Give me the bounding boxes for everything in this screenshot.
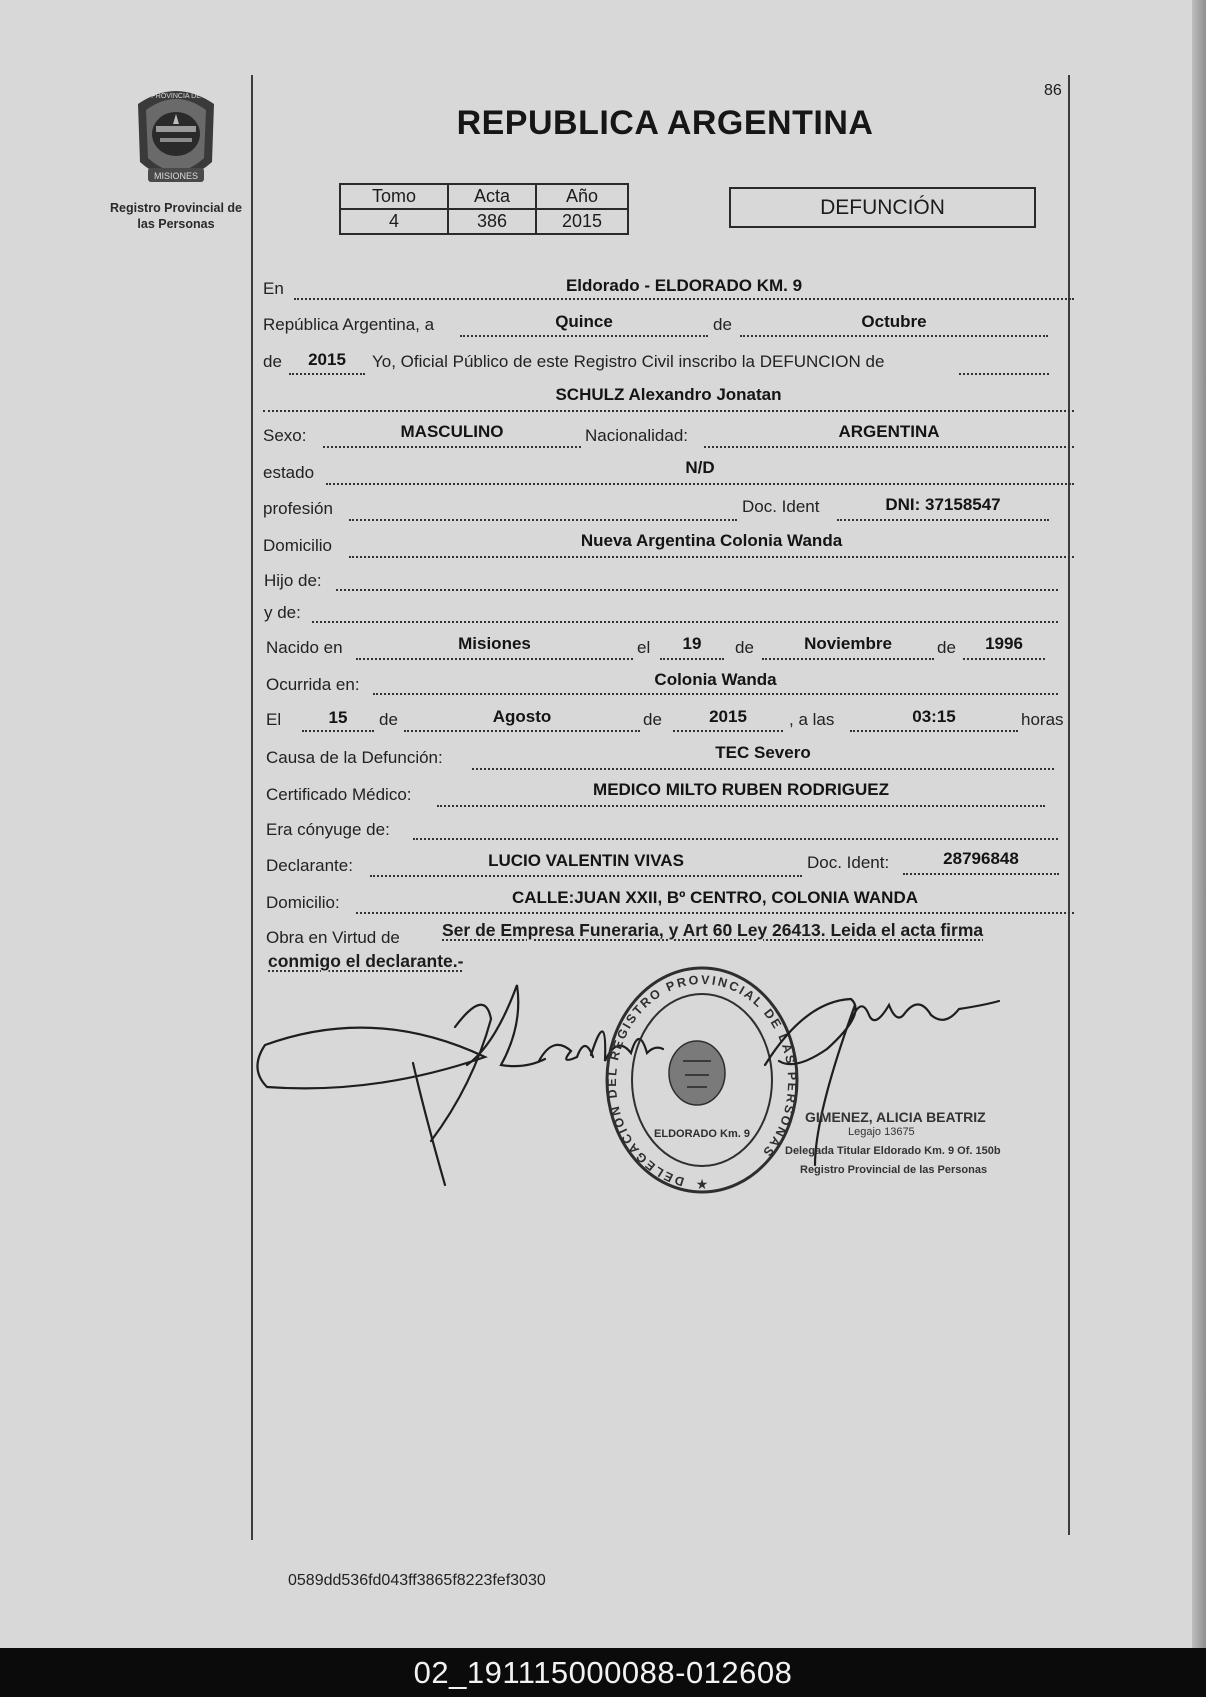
stamp-star-icon: ★ [695, 1177, 709, 1193]
label-obra: Obra en Virtud de [266, 928, 400, 947]
label-declarante: Declarante: [266, 856, 353, 875]
label-hijo-de: Hijo de: [264, 571, 322, 590]
label-de: de [643, 710, 662, 729]
field-declarante-doc: 28796848 [943, 849, 1019, 868]
scan-id-bar: 02_191115000088-012608 [0, 1648, 1206, 1697]
official-stamp [605, 968, 799, 1193]
dotted-line [302, 730, 374, 732]
field-certificado: MEDICO MILTO RUBEN RODRIGUEZ [593, 780, 889, 799]
value-acta: 386 [448, 209, 536, 234]
dotted-line [404, 730, 640, 732]
official-institution: Registro Provincial de las Personas [800, 1164, 988, 1176]
label-yo-statement: Yo, Oficial Público de este Registro Civil inscribo la DEFUNCION de [372, 352, 885, 371]
field-nacido-anio: 1996 [985, 634, 1023, 653]
field-declarante-domicilio: CALLE:JUAN XXII, Bº CENTRO, COLONIA WANDA [511, 888, 919, 907]
stamp-ring-text: DELEGACION DEL REGISTRO PROVINCIAL DE LAS PERSONAS [605, 972, 800, 1189]
misiones-coat-of-arms-logo [126, 84, 226, 188]
label-de: de [263, 352, 282, 371]
label-conyuge: Era cónyuge de: [266, 820, 390, 839]
dotted-line [437, 805, 1045, 807]
dotted-line [336, 589, 1058, 591]
dotted-line [294, 298, 1074, 300]
label-el: el [637, 638, 651, 657]
document-hash: 0589dd536fd043ff3865f8223fef3030 [288, 1572, 546, 1589]
label-causa: Causa de la Defunción: [266, 748, 443, 767]
dotted-line [472, 768, 1054, 770]
dotted-line [460, 335, 708, 337]
label-de: de [937, 638, 956, 657]
official-legajo: Legajo 13675 [848, 1126, 915, 1138]
dotted-line [762, 658, 934, 660]
field-declarante: LUCIO VALENTIN VIVAS [488, 851, 684, 870]
label-estado: estado [263, 463, 315, 482]
logo-top-text: PROVINCIA DE [151, 93, 201, 100]
official-signature [765, 999, 999, 1165]
label-profesion: profesión [263, 499, 333, 518]
registry-table-header-row [340, 184, 628, 209]
left-margin-line [251, 75, 253, 1540]
dotted-line [959, 373, 1049, 375]
field-obra-line-1: Ser de Empresa Funeraria, y Art 60 Ley 26413. Leida el acta firma [442, 920, 984, 940]
field-fallec-anio: 2015 [709, 707, 747, 726]
label-sexo: Sexo: [263, 426, 307, 445]
dotted-line [349, 519, 737, 521]
document-type-box: DEFUNCIÓN [729, 187, 1036, 228]
official-name: GIMENEZ, ALICIA BEATRIZ [805, 1109, 986, 1125]
dotted-line [413, 838, 1058, 840]
label-doc-ident-declarante: Doc. Ident: [807, 853, 890, 872]
dotted-line [326, 483, 1074, 485]
label-y-de: y de: [264, 603, 301, 622]
label-horas: horas [1021, 710, 1064, 729]
header-acta: Acta [448, 184, 536, 209]
field-anio-inscripcion: 2015 [308, 350, 346, 369]
label-domicilio-declarante: Domicilio: [266, 893, 340, 912]
page-title: REPUBLICA ARGENTINA [456, 104, 874, 142]
header-tomo: Tomo [340, 184, 448, 209]
label-nacionalidad: Nacionalidad: [585, 426, 689, 445]
official-position: Delegada Titular Eldorado Km. 9 Of. 150b [785, 1145, 1001, 1157]
page-number: 86 [1044, 82, 1062, 99]
label-en: En [263, 279, 284, 298]
label-de: de [713, 315, 732, 334]
field-lugar: Eldorado - ELDORADO KM. 9 [565, 276, 803, 295]
dotted-line [349, 556, 1074, 558]
dotted-line [704, 446, 1074, 448]
label-a-las: , a las [789, 710, 835, 729]
dotted-line [837, 519, 1049, 521]
field-nacionalidad: ARGENTINA [838, 422, 940, 441]
dotted-line [370, 875, 802, 877]
dotted-line [673, 730, 783, 732]
stamp-inner-text: ELDORADO Km. 9 [654, 1128, 750, 1140]
field-fallec-mes: Agosto [492, 707, 552, 726]
dotted-line [356, 658, 633, 660]
label-ocurrida-en: Ocurrida en: [266, 675, 360, 694]
field-domicilio: Nueva Argentina Colonia Wanda [580, 531, 843, 550]
label-republica: República Argentina, a [263, 315, 435, 334]
label-nacido-en: Nacido en [266, 638, 343, 657]
field-dia-letras: Quince [555, 312, 613, 331]
label-certificado: Certificado Médico: [266, 785, 412, 804]
label-de: de [379, 710, 398, 729]
registry-table [339, 183, 629, 235]
dotted-line [850, 730, 1018, 732]
page-edge-shadow [1192, 0, 1206, 1648]
label-el-fallecimiento: El [266, 710, 282, 729]
field-fallec-hora: 03:15 [912, 707, 956, 726]
field-ocurrida-en: Colonia Wanda [654, 670, 777, 689]
dotted-line [660, 658, 724, 660]
field-doc-ident: DNI: 37158547 [885, 495, 1001, 514]
value-anio: 2015 [536, 209, 628, 234]
dotted-line [903, 873, 1059, 875]
dotted-line [312, 621, 1058, 623]
label-de: de [735, 638, 754, 657]
field-estado: N/D [685, 458, 715, 477]
dotted-line [963, 658, 1045, 660]
value-tomo: 4 [340, 209, 448, 234]
dotted-line [263, 410, 1074, 412]
dotted-line [356, 912, 1074, 914]
registry-table-value-row [340, 209, 628, 234]
field-sexo: MASCULINO [400, 422, 504, 441]
field-nacido-mes: Noviembre [804, 634, 892, 653]
field-nombre: SCHULZ Alexandro Jonatan [555, 385, 782, 404]
dotted-line [373, 693, 1058, 695]
label-doc-ident: Doc. Ident [742, 497, 820, 516]
dotted-line [289, 373, 365, 375]
logo-bottom-text: MISIONES [153, 171, 199, 181]
field-nacido-en: Misiones [458, 634, 531, 653]
registry-caption-line-1: Registro Provincial de [110, 201, 242, 215]
label-domicilio: Domicilio [263, 536, 332, 555]
declarant-signature [257, 985, 663, 1185]
field-obra-line-2: conmigo el declarante.- [268, 951, 464, 971]
registry-caption-line-2: las Personas [137, 217, 215, 231]
header-anio: Año [536, 184, 628, 209]
dotted-line [740, 335, 1048, 337]
field-fallec-dia: 15 [328, 708, 348, 727]
field-causa: TEC Severo [715, 743, 811, 762]
field-mes-inscripcion: Octubre [861, 312, 927, 331]
dotted-line [323, 446, 581, 448]
field-nacido-dia: 19 [682, 634, 702, 653]
registry-caption [96, 200, 256, 232]
